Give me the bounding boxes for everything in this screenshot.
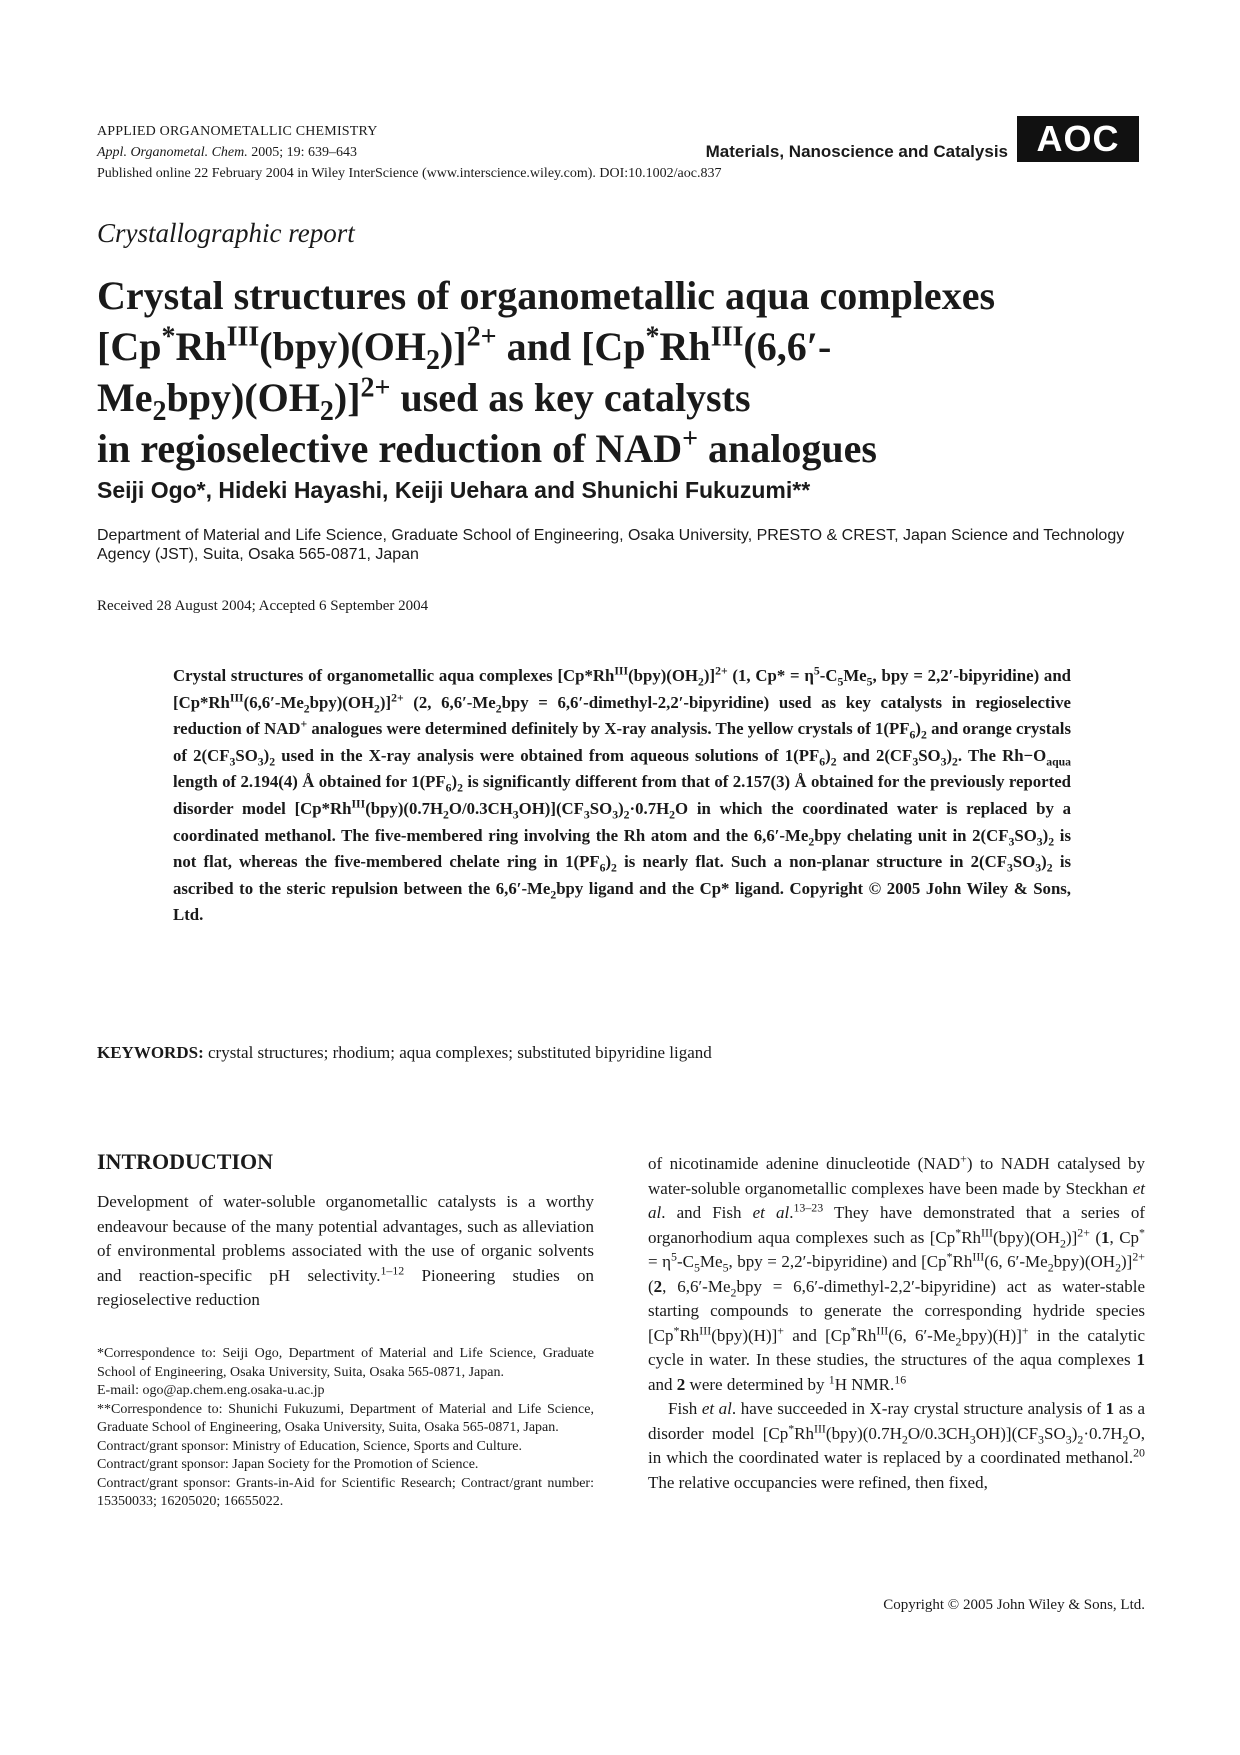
received-dates: Received 28 August 2004; Accepted 6 September 2004 — [97, 598, 429, 614]
footnote-correspondence-1: *Correspondence to: Seiji Ogo, Department of Material and Life Science, Graduate School of Engineering, Osaka University, Suita, Osaka 565-0871, Japan. — [97, 1346, 594, 1380]
aoc-logo: AOC — [1017, 116, 1139, 162]
section-label: Materials, Nanoscience and Catalysis — [705, 142, 1008, 161]
authors: Seiji Ogo*, Hideki Hayashi, Keiji Uehara and Shunichi Fukuzumi** — [97, 477, 811, 503]
footer-copyright: Copyright © 2005 John Wiley & Sons, Ltd. — [883, 1597, 1145, 1613]
footnote-grant-3: Contract/grant sponsor: Grants-in-Aid for Scientific Research; Contract/grant number: 15350033; 16205020; 16655022. — [97, 1475, 594, 1509]
citation — [97, 145, 357, 161]
keywords-label: KEYWORDS: — [97, 1043, 204, 1062]
citation-volume-pages: 2005; 19: 639–643 — [247, 145, 358, 160]
article-type: Crystallographic report — [97, 218, 355, 248]
affiliation: Department of Material and Life Science, Graduate School of Engineering, Osaka University, PRESTO & CREST, Japan Science and Technology Agency (JST), Suita, Osaka 565-0871, Japan — [97, 527, 1125, 563]
keywords-text: crystal structures; rhodium; aqua complexes; substituted bipyridine ligand — [203, 1043, 712, 1062]
abstract: Crystal structures of organometallic aqua complexes $[Cp*Rh^{III}(bpy)(OH_2)]^{2+}$ (1, $Cp* = \eta^5-C_5Me_5$, bpy = 2,2′-bipyridine) and $[Cp*Rh^{III}(6,6'-Me_2bpy)(OH_2)]^{2+}$ (2, $6,6'-Me_2bpy$ = 6,6′-dimethyl-2,2′-bipyridine) used as key catalysts in regioselective reduction of NAD+ analogues were determined definitely by X-ray analysis. The yellow crystals of $1(PF_6)_2$ and orange crystals of $2(CF_3SO_3)_2$ used in the X-ray analysis were obtained from aqueous solutions of $1(PF_6)_2$ and $2(CF_3SO_3)_2$. The $Rh-O_{aqua}$ length of 2.194(4) Å obtained for $1(PF_6)_2$ is significantly different from that of 2.157(3) Å obtained for the previously reported disorder model $[Cp*Rh^{III}(bpy)(0.7H_2O/0.3CH_3OH)](CF_3SO_3)_2\cdot 0.7H_2O$ in which the coordinated water is replaced by a coordinated methanol. The five-membered ring involving the Rh atom and the $6,6'-Me_2bpy$ chelating unit in $2(CF_3SO_3)_2$ is not flat, whereas the five-membered chelate ring in $1(PF_6)_2$ is nearly flat. Such a non-planar structure in $2(CF_3SO_3)_2$ is ascribed to the steric repulsion between the $6,6'-Me_2bpy$ ligand and the Cp* ligand. Copyright © 2005 John Wiley & Sons, Ltd. — [173, 664, 1072, 925]
intro-left-column: Development of water-soluble organometallic catalysts is a worthy endeavour because of the many potential advantages, such as alleviation of environmental problems associated with the use of organic solvents and reaction-specific pH selectivity.$^{1-12}$ Pioneering studies on regioselective reduction — [97, 1192, 594, 1309]
footnotes — [97, 1345, 594, 1512]
footnote-grant-2: Contract/grant sponsor: Japan Society for the Promotion of Science. — [97, 1457, 479, 1472]
intro-right-column — [648, 1152, 1145, 1495]
keywords — [97, 1043, 712, 1063]
section-heading-introduction: INTRODUCTION — [97, 1149, 274, 1174]
intro-paragraph-1: of nicotinamide adenine dinucleotide (NAD+) to NADH catalysed by water-soluble organometallic complexes have been made by Steckhan et al. and Fish et al.$^{13-23}$ They have demonstrated that a series of organorhodium aqua complexes such as $[Cp^*Rh^{III}(bpy)(OH_2)]^{2+}$ (1, $Cp^* = \eta^5-C_5Me_5$, bpy = 2,2′-bipyridine) and [$Cp^*Rh^{III}(6$, $6'-Me_2bpy)(OH_2)]^{2+}$ (2, $6,6'-Me_2bpy$ = 6,6′-dimethyl-2,2′-bipyridine) act as water-stable starting compounds to generate the corresponding hydride species $[Cp^*Rh^{III}(bpy)(H)]^+$ and [$Cp^*Rh^{III}(6$, $6'-Me_2bpy)(H)]^+$ in the catalytic cycle in water. In these studies, the structures of the aqua complexes 1 and 2 were determined by $^1$H NMR.$^{16}$ — [648, 1151, 1146, 1394]
citation-journal: Appl. Organometal. Chem. — [97, 145, 248, 160]
footnote-grant-1: Contract/grant sponsor: Ministry of Education, Science, Sports and Culture. — [97, 1438, 522, 1454]
intro-paragraph-2: Fish et al. have succeeded in X-ray crystal structure analysis of 1 as a disorder model $[Cp^*Rh^{III}(bpy)(0.7H_2O/0.3CH_3OH)](CF_3SO_3)_2\cdot 0.7H_2O$, in which the coordinated water is replaced by a coordinated methanol.$^{20}$ The relative occupancies were refined, then fixed, — [648, 1399, 1145, 1492]
article-title: Crystal structures of organometallic aqua complexes $[Cp^*Rh^{III}(bpy)(OH_2)]^{2+}$ and [$Cp^*Rh^{III}(6,6'-$ $Me_2bpy)(OH_2)]^{2+}$ used as key catalysts in regioselective reduction of NAD+ analogues — [97, 273, 996, 471]
published-online: Published online 22 February 2004 in Wiley InterScience (www.interscience.wiley.com). DOI:10.1002/aoc.837 — [97, 166, 722, 181]
journal-name: APPLIED ORGANOMETALLIC CHEMISTRY — [97, 124, 378, 139]
footnote-email: E-mail: ogo@ap.chem.eng.osaka-u.ac.jp — [97, 1383, 325, 1398]
footnote-correspondence-2: **Correspondence to: Shunichi Fukuzumi, Department of Material and Life Science, Graduate School of Engineering, Osaka University, Suita, Osaka 565-0871, Japan. — [97, 1401, 594, 1435]
